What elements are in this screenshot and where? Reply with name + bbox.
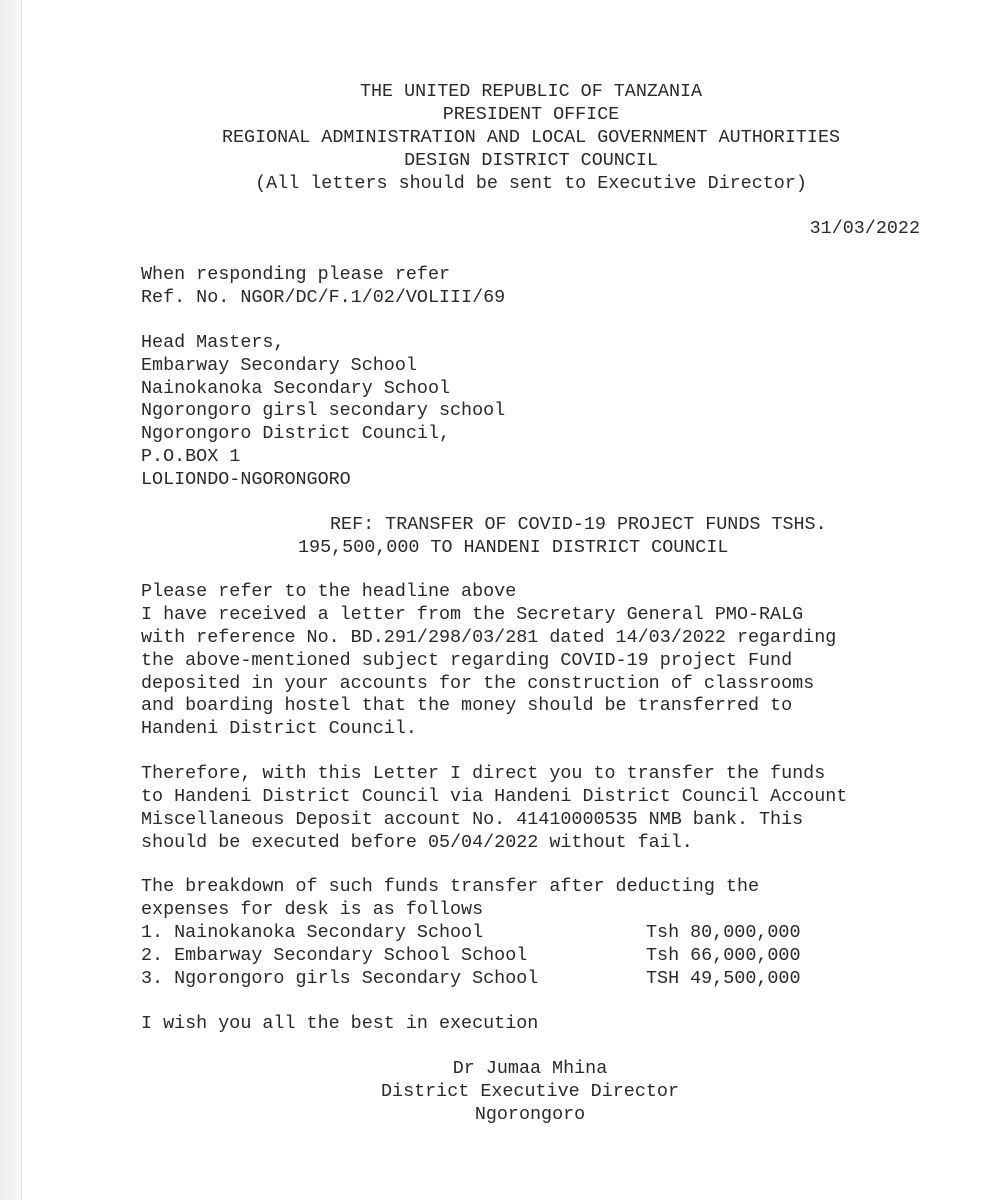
recipient-line: Ngorongoro District Council, (141, 423, 451, 444)
letterhead-line-office: PRESIDENT OFFICE (442, 104, 620, 125)
breakdown-item-label: 2. Embarway Secondary School School (141, 945, 528, 966)
body-paragraph-2-line: to Handeni District Council via Handeni District Council Account (141, 786, 848, 807)
signatory-place: Ngorongoro (474, 1104, 586, 1125)
body-paragraph-1-line: deposited in your accounts for the construction of classrooms (141, 673, 815, 694)
letterhead-line-country: THE UNITED REPUBLIC OF TANZANIA (359, 81, 703, 102)
body-paragraph-2-line: Miscellaneous Deposit account No. 41410000535 NMB bank. This (141, 809, 804, 830)
body-paragraph-1-line: Handeni District Council. (141, 718, 417, 739)
body-paragraph-2-line: Therefore, with this Letter I direct you to transfer the funds (141, 763, 826, 784)
letterhead-line-ministry: REGIONAL ADMINISTRATION AND LOCAL GOVERNMENT AUTHORITIES (221, 127, 841, 148)
subject-line-2: 195,500,000 TO HANDENI DISTRICT COUNCIL (298, 537, 729, 558)
breakdown-item-amount: Tsh 66,000,000 (646, 945, 801, 966)
breakdown-intro-line: The breakdown of such funds transfer after deducting the (141, 876, 760, 897)
recipient-line: Nainokanoka Secondary School (141, 378, 451, 399)
subject-line-1: REF: TRANSFER OF COVID-19 PROJECT FUNDS TSHS. (330, 514, 827, 535)
signatory-name: Dr Jumaa Mhina (452, 1058, 608, 1079)
letterhead-line-instruction: (All letters should be sent to Executive Director) (255, 173, 807, 194)
body-paragraph-1-line: and boarding hostel that the money should be transferred to (141, 695, 793, 716)
recipient-line: P.O.BOX 1 (141, 446, 241, 467)
body-paragraph-1-line: Please refer to the headline above (141, 581, 517, 602)
breakdown-item-label: 1. Nainokanoka Secondary School (141, 922, 484, 943)
recipient-line: Head Masters, (141, 332, 285, 353)
letterhead-line-council: DESIGN DISTRICT COUNCIL (404, 150, 658, 171)
body-paragraph-1-line: the above-mentioned subject regarding COVID-19 project Fund (141, 650, 793, 671)
recipient-line: Embarway Secondary School (141, 355, 417, 376)
letter-date: 31/03/2022 (809, 218, 920, 239)
reference-number: Ref. No. NGOR/DC/F.1/02/VOLIII/69 (141, 287, 506, 308)
body-paragraph-1-line: with reference No. BD.291/298/03/281 dated 14/03/2022 regarding (141, 627, 837, 648)
body-paragraph-1-line: I have received a letter from the Secretary General PMO-RALG (141, 604, 804, 625)
breakdown-item-amount: Tsh 80,000,000 (646, 922, 801, 943)
signatory-title: District Executive Director (381, 1081, 679, 1102)
breakdown-item-amount: TSH 49,500,000 (646, 968, 801, 989)
reference-instruction: When responding please refer (141, 264, 451, 285)
closing-line: I wish you all the best in execution (141, 1013, 539, 1034)
recipient-line: LOLIONDO-NGORONGORO (141, 469, 351, 490)
breakdown-intro-line: expenses for desk is as follows (141, 899, 484, 920)
breakdown-item-label: 3. Ngorongoro girls Secondary School (141, 968, 539, 989)
recipient-line: Ngorongoro girsl secondary school (141, 400, 506, 421)
body-paragraph-2-line: should be executed before 05/04/2022 without fail. (141, 832, 693, 853)
